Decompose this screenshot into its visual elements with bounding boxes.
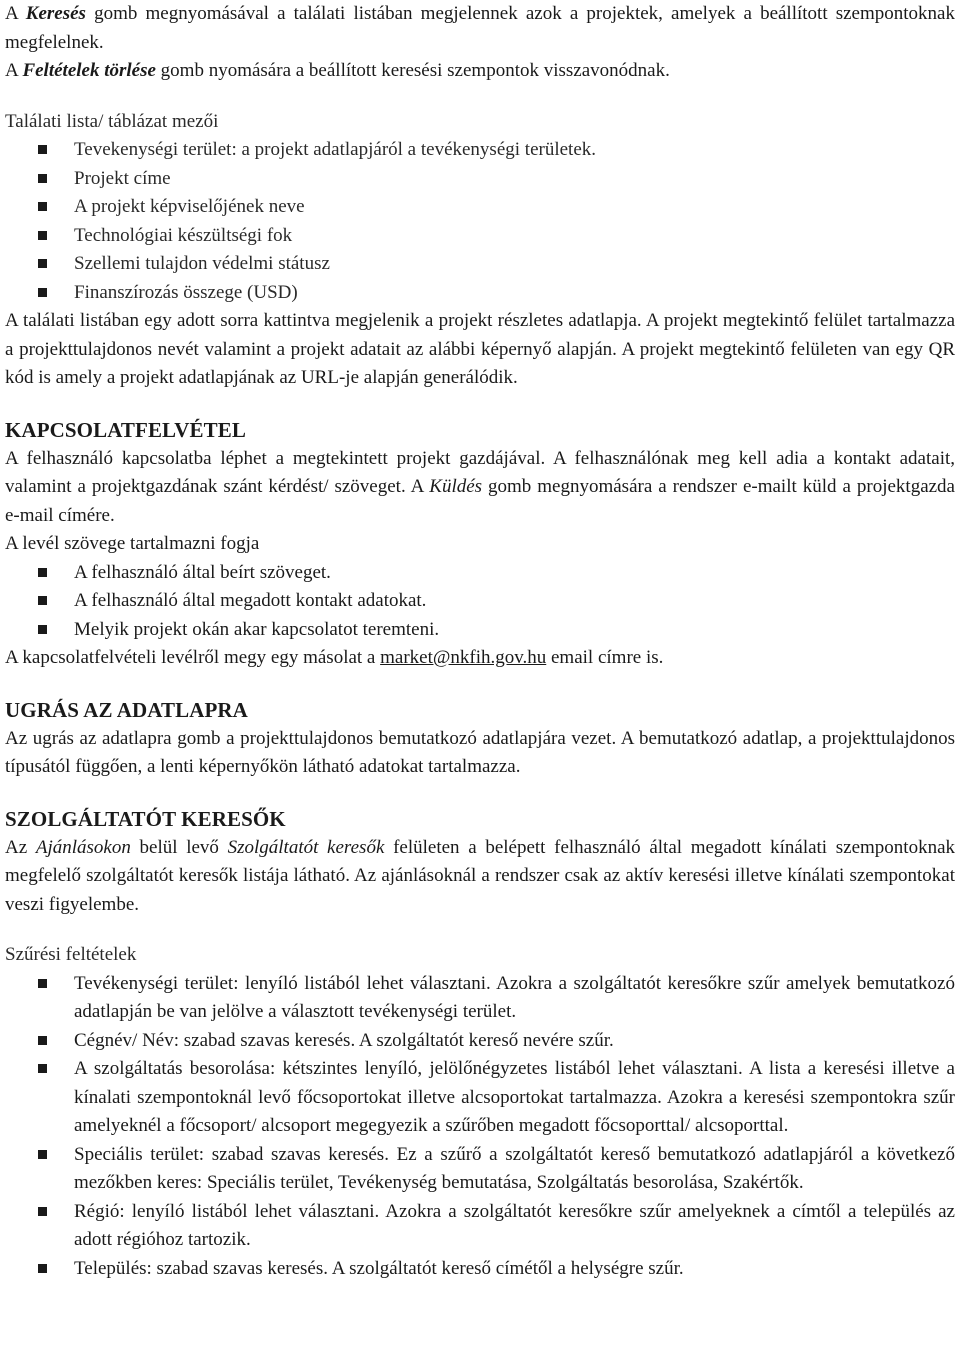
text: A kapcsolatfelvételi levélről megy egy másolat a <box>5 647 381 668</box>
section-heading-contact: KAPCSOLATFELVÉTEL <box>5 417 246 442</box>
text: Az <box>5 836 36 858</box>
section-heading-providers: SZOLGÁLTATÓT KERESŐK <box>5 806 286 831</box>
list-item: Projekt címe <box>5 165 955 194</box>
text: gomb nyomására a beállított keresési szempontok visszavonódnak. <box>155 60 670 81</box>
intro-paragraph-search <box>5 0 955 57</box>
list-item: Régió: lenyíló listából lehet választani. Azokra a szolgáltatót keresőkre szűr amelyeknek a címtől a település az adott régióhoz tartozik. <box>5 1198 955 1255</box>
result-list-fields <box>5 136 955 307</box>
list-item: A felhasználó által megadott kontakt adatokat. <box>5 587 955 616</box>
text: A felhasználó kapcsolatba léphet a megtekintett projekt gazdájával. A felhasználónak meg kell adia a kontakt adatait, valamint a projektgazdának szánt kérdést/ szöveget. A <box>5 447 955 497</box>
filter-title: Szűrési feltételek <box>5 944 137 965</box>
intro-paragraph-clear <box>5 57 955 86</box>
list-item: Finanszírozás összege (USD) <box>5 279 955 308</box>
contact-copy-paragraph <box>5 644 955 673</box>
bullet-icon <box>38 145 47 154</box>
list-item: Település: szabad szavas keresés. A szolgáltatót kereső címétől a helységre szűr. <box>5 1255 955 1284</box>
text: gomb megnyomásával a találati listában megjelennek azok a projektek, amelyek a beállított szempontoknak megfelelnek. <box>5 3 955 53</box>
bullet-icon <box>38 625 47 634</box>
result-list-title: Találati lista/ táblázat mezői <box>5 110 219 132</box>
list-item: Szellemi tulajdon védelmi státusz <box>5 250 955 279</box>
keyword-recommendations: Ajánlásokon <box>35 836 131 858</box>
keyword-send: Küldés <box>429 476 483 497</box>
text: gomb megnyomására a rendszer e-mailt küld a projektgazda e-mail címére. <box>5 476 955 526</box>
bullet-icon <box>38 1207 47 1216</box>
providers-paragraph <box>5 834 955 920</box>
bullet-icon <box>38 1150 47 1159</box>
text: A <box>5 3 26 24</box>
list-item: Tevékenységi terület: lenyíló listából lehet választani. Azokra a szolgáltatót keresőkre szűr amelyek bemutatkozó adatlapján be van jelölve a választott tevékenységi terület. <box>5 970 955 1027</box>
result-list-paragraph: A találati listában egy adott sorra kattintva megjelenik a projekt részletes adatlapja. A projekt megtekintő felület tartalmazza a projekttulajdonos nevét valamint a projekt adatait az alábbi képernyő alapján. A projekt megtekintő felületen van egy QR kód is amely a projekt adatlapjának az URL-je alapján generálódik. <box>5 310 955 388</box>
list-item: Speciális terület: szabad szavas keresés. Ez a szűrő a szolgáltatót kereső bemutatkozó adatlapjáról a következő mezőkben keres: Speciális terület, Tevékenység bemutatása, Szolgáltatás besorolása, Szakértők. <box>5 1141 955 1198</box>
bullet-icon <box>38 288 47 297</box>
keyword-clear-filters: Feltételek törlése <box>22 60 156 81</box>
bullet-icon <box>38 231 47 240</box>
text: belül levő <box>130 836 228 858</box>
bullet-icon <box>38 202 47 211</box>
keyword-provider-seekers: Szolgáltatót keresők <box>227 836 385 858</box>
bullet-icon <box>38 979 47 988</box>
list-item: A projekt képviselőjének neve <box>5 193 955 222</box>
contact-letter-items <box>5 559 955 645</box>
list-item: Melyik projekt okán akar kapcsolatot teremteni. <box>5 616 955 645</box>
list-item: A szolgáltatás besorolása: kétszintes lenyíló, jelölőnégyzetes listából lehet választani. A lista a keresési illetve a kínalati szempontoknál levő főcsoportokat illetve alcsoportokat tartalmazza. Azokra a keresési szempontokra szűr amelyeknél a főcsoport/ alcsoport megegyezik a szűrőben megadott főcsoporttal/ alcsoporttal. <box>5 1055 955 1141</box>
contact-paragraph <box>5 445 955 531</box>
list-item: Technológiai készültségi fok <box>5 222 955 251</box>
bullet-icon <box>38 568 47 577</box>
text: email címre is. <box>546 647 664 668</box>
bullet-icon <box>38 259 47 268</box>
contact-letter-intro: A levél szövege tartalmazni fogja <box>5 533 260 554</box>
keyword-search: Keresés <box>25 3 86 24</box>
list-item: Cégnév/ Név: szabad szavas keresés. A szolgáltatót kereső nevére szűr. <box>5 1027 955 1056</box>
email-link[interactable]: market@nkfih.gov.hu <box>380 647 547 668</box>
section-heading-jump: UGRÁS AZ ADATLAPRA <box>5 697 248 722</box>
bullet-icon <box>38 596 47 605</box>
jump-paragraph: Az ugrás az adatlapra gomb a projekttulajdonos bemutatkozó adatlapjára vezet. A bemutatkozó adatlap, a projekttulajdonos típusától függően, a lenti képernyőkön látható adatokat tartalmazza. <box>5 727 955 777</box>
list-item: A felhasználó által beírt szöveget. <box>5 559 955 588</box>
text: felületen a belépett felhasználó által megadott kínálati szempontoknak megfelelő szolgáltatót keresők listája látható. Az ajánlásoknál a rendszer csak az aktív keresési illetve kínálati szempontokat veszi figyelembe. <box>5 836 956 915</box>
text: A <box>5 60 23 81</box>
bullet-icon <box>38 1036 47 1045</box>
bullet-icon <box>38 174 47 183</box>
bullet-icon <box>38 1064 47 1073</box>
filter-list <box>5 970 955 1284</box>
list-item: Tevekenységi terület: a projekt adatlapjáról a tevékenységi területek. <box>5 136 955 165</box>
bullet-icon <box>38 1264 47 1273</box>
